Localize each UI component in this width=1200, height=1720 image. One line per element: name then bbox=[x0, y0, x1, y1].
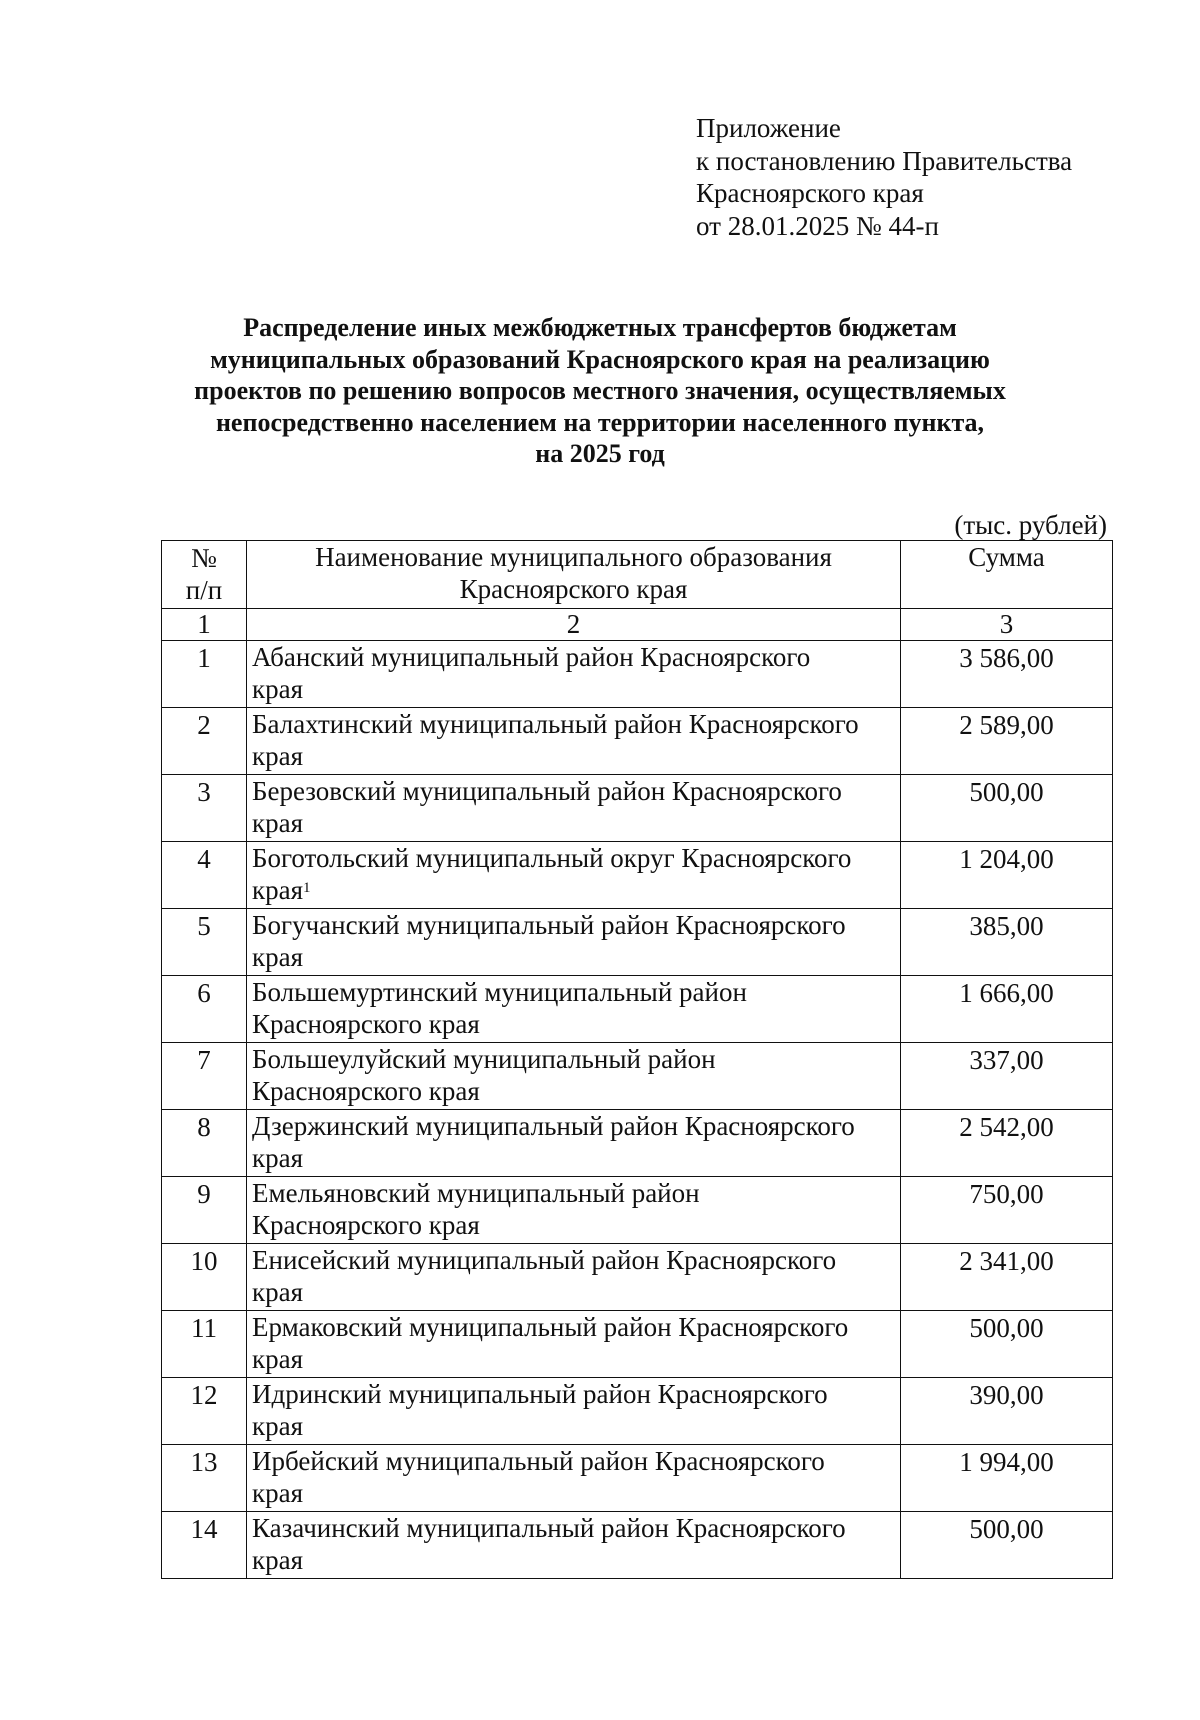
amount: 2 589,00 bbox=[901, 708, 1113, 775]
municipality-name bbox=[247, 1512, 901, 1579]
amount: 500,00 bbox=[901, 1512, 1113, 1579]
table-row bbox=[162, 1311, 1113, 1378]
municipality-name bbox=[247, 842, 901, 909]
municipality-name bbox=[247, 775, 901, 842]
column-number: 3 bbox=[901, 609, 1113, 641]
municipality-name-text: Красноярского края bbox=[252, 1076, 480, 1106]
table-row bbox=[162, 775, 1113, 842]
municipality-name bbox=[247, 1043, 901, 1110]
municipality-name-text: Красноярского края bbox=[252, 1009, 480, 1039]
municipality-name-text: края bbox=[252, 808, 304, 838]
table-row bbox=[162, 1378, 1113, 1445]
municipality-name-text: Красноярского края bbox=[252, 1210, 480, 1240]
table-row bbox=[162, 909, 1113, 976]
row-number: 11 bbox=[162, 1311, 247, 1378]
municipality-name-line bbox=[252, 874, 900, 906]
municipality-name-line: Богучанский муниципальный район Красноярского bbox=[252, 910, 846, 940]
title-line: Распределение иных межбюджетных трансфертов бюджетам bbox=[243, 313, 957, 342]
municipality-name-text: края bbox=[252, 1478, 304, 1508]
municipality-name-line bbox=[252, 1410, 900, 1442]
title-line: проектов по решению вопросов местного значения, осуществляемых bbox=[194, 376, 1006, 405]
municipality-name-text: края bbox=[252, 1344, 304, 1374]
amount: 750,00 bbox=[901, 1177, 1113, 1244]
municipality-name-line bbox=[252, 941, 900, 973]
municipality-name-line bbox=[252, 1343, 900, 1375]
municipality-name bbox=[247, 909, 901, 976]
appendix-line: от 28.01.2025 № 44-п bbox=[696, 210, 939, 241]
municipality-name-line bbox=[252, 1209, 900, 1241]
amount: 337,00 bbox=[901, 1043, 1113, 1110]
amount: 1 994,00 bbox=[901, 1445, 1113, 1512]
municipality-name-text: края bbox=[252, 741, 304, 771]
row-number: 4 bbox=[162, 842, 247, 909]
municipality-name bbox=[247, 708, 901, 775]
title-line: непосредственно населением на территории населенного пункта, bbox=[215, 407, 985, 437]
municipality-name-text: края bbox=[252, 1277, 304, 1307]
title-line: на 2025 год bbox=[535, 439, 665, 468]
municipality-name-text: края bbox=[252, 674, 304, 704]
municipality-name-line: Идринский муниципальный район Красноярского bbox=[252, 1379, 828, 1409]
header-number-line: № bbox=[191, 543, 217, 573]
municipality-name-line: Казачинский муниципальный район Красноярского bbox=[252, 1513, 846, 1543]
municipality-name-line bbox=[252, 1075, 900, 1107]
municipality-name-line: Большемуртинский муниципальный район bbox=[252, 977, 747, 1007]
header-name-line: Наименование муниципального образования bbox=[315, 542, 832, 572]
appendix-line: Красноярского края bbox=[696, 178, 924, 208]
amount: 1 204,00 bbox=[901, 842, 1113, 909]
row-number: 2 bbox=[162, 708, 247, 775]
amount: 3 586,00 bbox=[901, 641, 1113, 708]
appendix-line: Приложение bbox=[696, 113, 841, 143]
table-row bbox=[162, 976, 1113, 1043]
row-number: 13 bbox=[162, 1445, 247, 1512]
table-row bbox=[162, 1177, 1113, 1244]
municipality-name-line bbox=[252, 1008, 900, 1040]
table-row bbox=[162, 641, 1113, 708]
document-title bbox=[150, 312, 1050, 470]
municipality-name bbox=[247, 1177, 901, 1244]
municipality-name-line: Дзержинский муниципальный район Красноярского bbox=[252, 1111, 855, 1141]
municipality-name-line bbox=[252, 1276, 900, 1308]
municipality-name bbox=[247, 1110, 901, 1177]
column-number: 2 bbox=[247, 609, 901, 641]
municipality-name bbox=[247, 976, 901, 1043]
row-number: 3 bbox=[162, 775, 247, 842]
table-row bbox=[162, 1043, 1113, 1110]
amount: 500,00 bbox=[901, 1311, 1113, 1378]
municipality-name-line: Абанский муниципальный район Красноярского bbox=[252, 642, 811, 672]
table-row bbox=[162, 708, 1113, 775]
table-row bbox=[162, 842, 1113, 909]
row-number: 9 bbox=[162, 1177, 247, 1244]
column-numbers-row bbox=[162, 609, 1113, 641]
municipality-name-line: Ермаковский муниципальный район Красноярского bbox=[252, 1312, 849, 1342]
table-header-row bbox=[162, 541, 1113, 609]
row-number: 5 bbox=[162, 909, 247, 976]
table-row bbox=[162, 1244, 1113, 1311]
table-row bbox=[162, 1445, 1113, 1512]
municipality-name-line bbox=[252, 1477, 900, 1509]
municipality-name bbox=[247, 1244, 901, 1311]
municipality-name-line: Енисейский муниципальный район Красноярского bbox=[252, 1245, 837, 1275]
header-number bbox=[162, 541, 247, 609]
amount: 385,00 bbox=[901, 909, 1113, 976]
municipality-name-text: края bbox=[252, 1545, 304, 1575]
column-number: 1 bbox=[162, 609, 247, 641]
row-number: 10 bbox=[162, 1244, 247, 1311]
municipality-name-line: Ирбейский муниципальный район Красноярского bbox=[252, 1446, 825, 1476]
municipality-name bbox=[247, 1445, 901, 1512]
units-label: (тыс. рублей) bbox=[954, 510, 1107, 540]
header-name-line: Красноярского края bbox=[459, 574, 688, 604]
amount: 500,00 bbox=[901, 775, 1113, 842]
municipality-name-line bbox=[252, 1544, 900, 1576]
municipality-name-text: края bbox=[252, 875, 304, 905]
title-line: муниципальных образований Красноярского края на реализацию bbox=[210, 344, 990, 374]
footnote-mark: 1 bbox=[303, 880, 311, 896]
table-row bbox=[162, 1110, 1113, 1177]
municipality-name-text: края bbox=[252, 1143, 304, 1173]
municipality-name-text: края bbox=[252, 942, 304, 972]
appendix-block bbox=[696, 112, 1072, 242]
municipality-name-line: Большеулуйский муниципальный район bbox=[252, 1044, 716, 1074]
amount: 2 542,00 bbox=[901, 1110, 1113, 1177]
appendix-line: к постановлению Правительства bbox=[696, 145, 1073, 176]
municipality-name-line bbox=[252, 673, 900, 705]
row-number: 1 bbox=[162, 641, 247, 708]
municipality-name bbox=[247, 1311, 901, 1378]
municipality-name bbox=[247, 1378, 901, 1445]
municipality-name-line: Емельяновский муниципальный район bbox=[252, 1178, 700, 1208]
amount: 1 666,00 bbox=[901, 976, 1113, 1043]
header-sum: Сумма bbox=[901, 541, 1113, 609]
header-name bbox=[247, 541, 901, 609]
distribution-table bbox=[161, 540, 1113, 1579]
row-number: 7 bbox=[162, 1043, 247, 1110]
row-number: 12 bbox=[162, 1378, 247, 1445]
amount: 390,00 bbox=[901, 1378, 1113, 1445]
municipality-name-line bbox=[252, 740, 900, 772]
header-number-line: п/п bbox=[185, 575, 223, 605]
municipality-name-text: края bbox=[252, 1411, 304, 1441]
municipality-name bbox=[247, 641, 901, 708]
municipality-name-line bbox=[252, 807, 900, 839]
table-row bbox=[162, 1512, 1113, 1579]
municipality-name-line: Березовский муниципальный район Красноярского bbox=[252, 776, 842, 806]
amount: 2 341,00 bbox=[901, 1244, 1113, 1311]
row-number: 6 bbox=[162, 976, 247, 1043]
municipality-name-line: Балахтинский муниципальный район Красноярского bbox=[252, 709, 859, 739]
municipality-name-line: Боготольский муниципальный округ Красноярского bbox=[252, 843, 852, 873]
row-number: 14 bbox=[162, 1512, 247, 1579]
row-number: 8 bbox=[162, 1110, 247, 1177]
municipality-name-line bbox=[252, 1142, 900, 1174]
